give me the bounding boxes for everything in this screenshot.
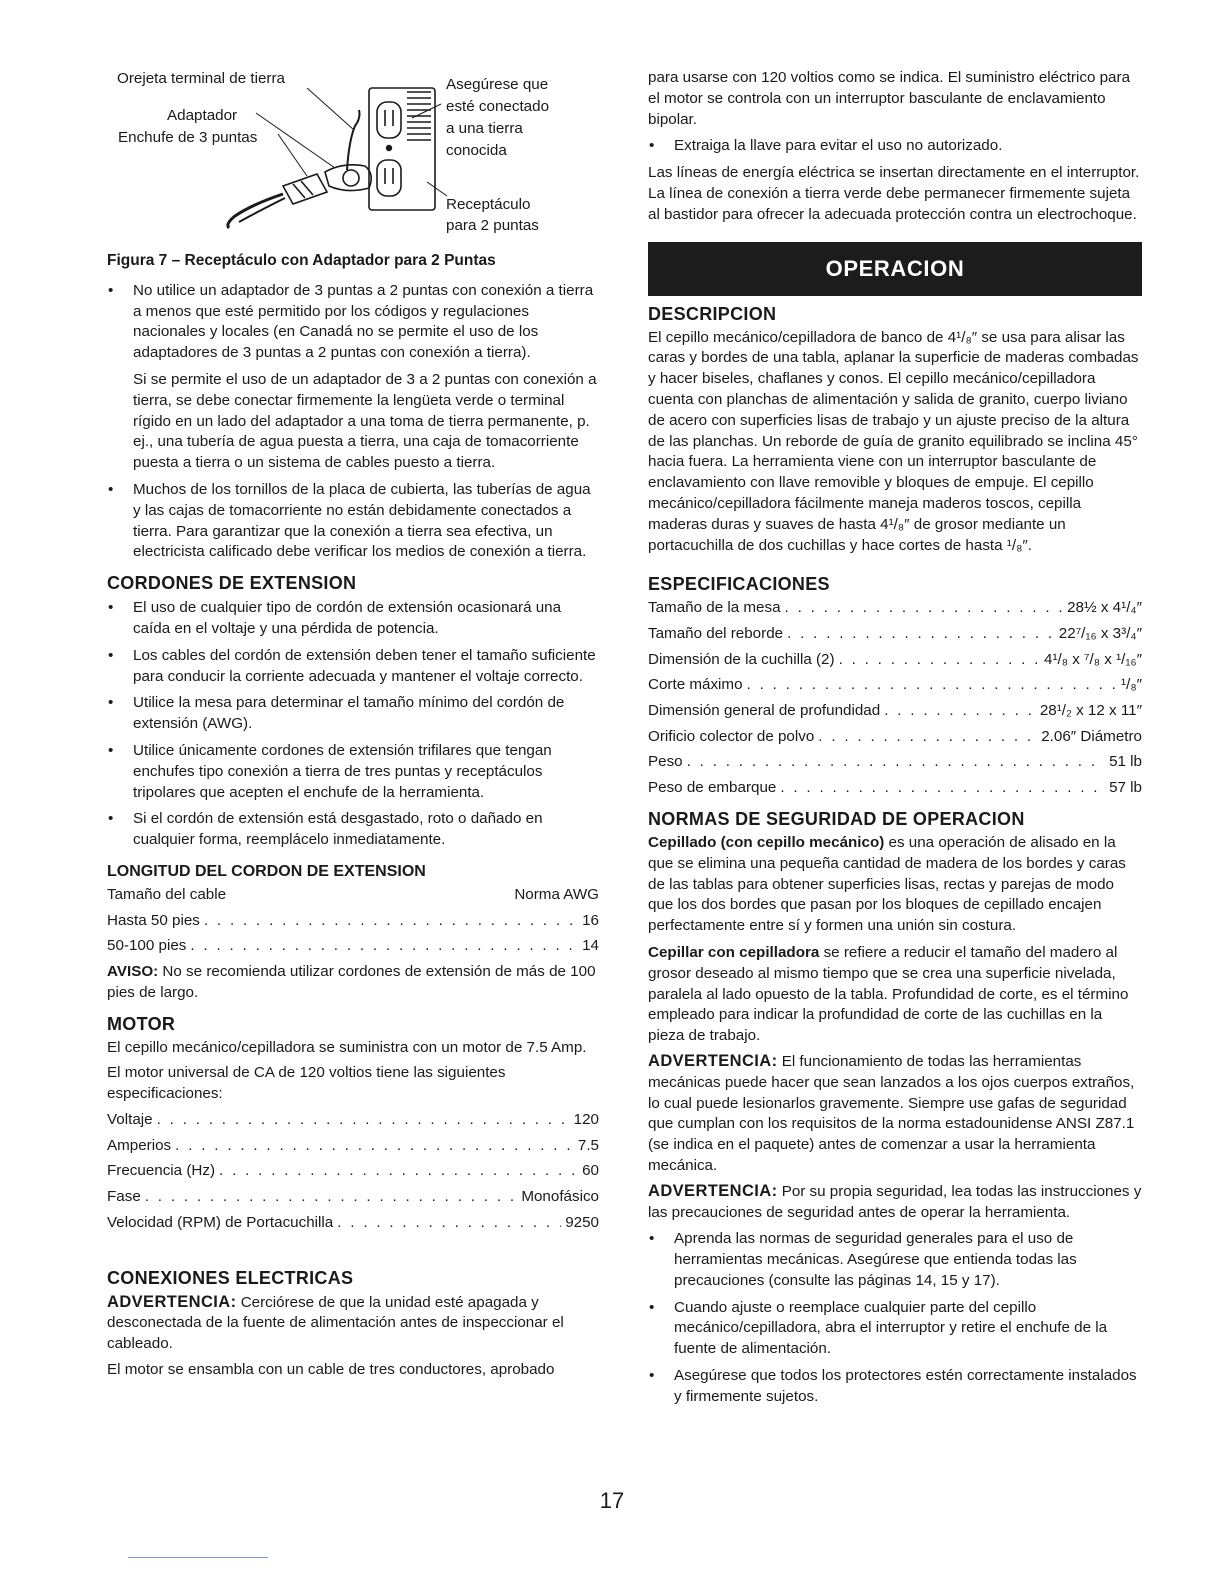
table-row (107, 1110, 599, 1131)
operation-safety-heading: NORMAS DE SEGURIDAD DE OPERACION (648, 808, 1025, 829)
row-label: Peso (648, 753, 683, 771)
row-value: 16 (582, 911, 599, 929)
warning-text: Por su propia seguridad, lea todas las instrucciones y las precauciones de seguridad antes de operar la herramienta. (648, 1182, 1142, 1221)
leader-dots (780, 778, 1105, 799)
warning-label: ADVERTENCIA: (648, 1051, 778, 1070)
table-row (107, 1187, 599, 1208)
table-row (648, 650, 1142, 671)
description-paragraph: El cepillo mecánico/cepilladora de banco de 4¹/₈″ se usa para alisar las caras y bordes de una tabla, aplanar la superficie de maderas combadas y hacer biseles, chaflanes y conos. El cepillo mecánico/cepilladora cuenta con planchas de alimentación y salida de granito, cuerpo liviano de acero con superficies lisas de trabajo y un ajuste preciso de la altura de las planchas. Un reborde de guía de granito equilibrado se inclina 45° hacia fuera. La herramienta viene con un interruptor basculante de enclavamiento con llave removible y bloques de empuje. El cepillo mecánico/cepilladora fácilmente maneja maderos toscos, cepilla maderas duras y suaves de hasta 4¹/₈″ de grosor mediante un portacuchilla de dos cuchillas y hace cortes de hasta ¹/₈″. (648, 328, 1139, 554)
warning-label: ADVERTENCIA: (107, 1292, 237, 1311)
warning-eyes (648, 1051, 1142, 1177)
row-label: 50-100 pies (107, 937, 187, 955)
row-value: 28¹/₂ x 12 x 11″ (1039, 702, 1142, 720)
table-row (107, 936, 599, 957)
leader-dots (219, 1161, 578, 1182)
cord-table-header (107, 885, 599, 906)
row-label: Tamaño de la mesa (648, 599, 781, 617)
callout-ensure-2: esté conectado (446, 98, 550, 115)
adapter-subparagraph: Si se permite el uso de un adaptador de 3 a 2 puntas con conexión a tierra, se debe conectar firmemente la lengüeta verde o terminal rígido en un lado del adaptador a una toma de tierra permanente, p. ej., una tubería de agua puesta a tierra, una caja de tomacorriente puesta a tierra o un sistema de cables puesto a tierra. (133, 370, 597, 472)
row-value: 7.5 (577, 1136, 599, 1154)
table-row (107, 911, 599, 932)
safety-bullets (648, 1229, 1142, 1407)
callout-adapter: Adaptador (167, 107, 238, 124)
notice-paragraph (107, 962, 599, 1004)
electrical-paragraph: El motor se ensambla con un cable de tres conductores, aprobado (107, 1360, 555, 1378)
warning-text: El funcionamiento de todas las herramientas mecánicas puede hacer que sean lanzados a los ojos cuerpos extraños, lo cual puede lesionarlos gravemente. Siempre use gafas de seguridad que cumplan con los requisitos de la norma estadounidense ANSI Z87.1 (se indica en el paquete) antes de comenzar a usar la herramienta mecánica. (648, 1052, 1135, 1174)
callout-plug: Enchufe de 3 puntas (118, 129, 258, 146)
page-number: 17 (599, 1488, 625, 1513)
leader-dots (337, 1213, 561, 1234)
table-row (648, 752, 1142, 773)
leader-dots (747, 675, 1118, 696)
extension-bullets (107, 598, 599, 851)
list-item: • Si el cordón de extensión está desgastado, roto o dañado en cualquier forma, reemplácelo inmediatamente. (107, 809, 599, 851)
power-lines-paragraph: Las líneas de energía eléctrica se insertan directamente en el interruptor. La línea de conexión a tierra verde debe permanecer firmemente sujeta al bastidor para ofrecer la adecuada protección contra un electrochoque. (648, 164, 1140, 223)
row-value: 120 (573, 1110, 599, 1128)
adapter-bullets-2 (107, 480, 599, 563)
planing-text: es una operación de alisado en la que se elimina una pequeña cantidad de madera de los bordes y caras de las tablas para obtener superficies lisas, rectas y parejas de modo que los dos bordes que pasan por los bloques de cepillado encajen perfectamente entre sí y formen una unión sin costura. (648, 833, 1126, 935)
row-value: 57 lb (1109, 779, 1142, 797)
list-item: • Asegúrese que todos los protectores estén correctamente instalados y firmemente sujetos. (648, 1366, 1142, 1408)
table-row (107, 1213, 599, 1234)
list-item: • No utilice un adaptador de 3 puntas a 2 puntas con conexión a tierra a menos que esté permitido por los códigos y regulaciones nacionales y locales (en Canadá no se permite el uso de los adaptadores de 3 puntas a 2 puntas con conexión a tierra). (107, 281, 599, 364)
row-label: Velocidad (RPM) de Portacuchilla (107, 1213, 334, 1231)
motor-paragraph-1: El cepillo mecánico/cepilladora se suministra con un motor de 7.5 Amp. (107, 1038, 587, 1056)
row-label: Dimensión general de profundidad (648, 702, 881, 720)
table-row (107, 1136, 599, 1157)
row-label: Amperios (107, 1136, 172, 1154)
callout-receptacle-2: para 2 puntas (446, 217, 539, 234)
table-row (648, 778, 1142, 799)
row-label: Orificio colector de polvo (648, 727, 815, 745)
leader-dots (884, 701, 1036, 722)
warning-text: Cerciórese de que la unidad esté apagada y desconectada de la fuente de alimentación antes de inspeccionar el cableado. (107, 1293, 564, 1353)
col-cable-size: Tamaño del cable (107, 885, 227, 903)
thicknessing-paragraph (648, 943, 1142, 1047)
warning-label: ADVERTENCIA: (648, 1181, 778, 1200)
table-row (648, 675, 1142, 696)
planing-lead: Cepillado (con cepillo mecánico) (648, 833, 885, 851)
figure-7 (107, 68, 599, 246)
table-row (648, 701, 1142, 722)
row-label: Tamaño del reborde (648, 625, 784, 643)
row-value: 2.06″ Diámetro (1041, 727, 1142, 745)
adapter-bullets (107, 281, 599, 364)
warning-read (648, 1181, 1142, 1224)
callout-ensure-4: conocida (446, 142, 507, 159)
table-row (648, 727, 1142, 748)
row-label: Dimensión de la cuchilla (2) (648, 650, 835, 668)
footer-link-line (128, 1557, 268, 1558)
leader-dots (818, 727, 1037, 748)
leader-dots (175, 1136, 574, 1157)
row-label: Voltaje (107, 1110, 153, 1128)
leader-dots (839, 650, 1040, 671)
notice-text: No se recomienda utilizar cordones de extensión de más de 100 pies de largo. (107, 962, 596, 1001)
thicknessing-text: se refiere a reducir el tamaño del madero al grosor deseado al mismo tiempo que se crea una superficie nivelada, paralela al lado opuesto de la tabla. Profundidad de corte, es el término empleado para indicar la profundidad de corte de las cuchillas en la pieza de trabajo. (648, 943, 1129, 1045)
figure-caption: Figura 7 – Receptáculo con Adaptador para 2 Puntas (107, 252, 496, 269)
list-item: • Muchos de los tornillos de la placa de cubierta, las tuberías de agua y las cajas de tomacorriente no están debidamente conectados a tierra. Para garantizar que la conexión a tierra sea efectiva, un electricista calificado debe verificar los medios de conexión a tierra. (107, 480, 599, 563)
motor-paragraph-2: El motor universal de CA de 120 voltios tiene las siguientes especificaciones: (107, 1064, 506, 1103)
callout-receptacle-1: Receptáculo (446, 196, 531, 213)
leader-dots (145, 1187, 518, 1208)
row-value: Monofásico (521, 1188, 599, 1206)
list-item: • Aprenda las normas de seguridad generales para el uso de herramientas mecánicas. Asegúrese que entienda todas las precauciones (consulte las páginas 14, 15 y 17). (648, 1229, 1142, 1291)
leader-dots (204, 911, 578, 932)
table-row (648, 598, 1142, 619)
cord-length-heading: LONGITUD DEL CORDON DE EXTENSION (107, 862, 426, 880)
notice-label: AVISO: (107, 962, 159, 980)
right-column (648, 0, 1142, 1414)
col-awg: Norma AWG (514, 885, 599, 903)
row-value: 22⁷/₁₆ x 3³/₄″ (1058, 625, 1142, 643)
description-heading: DESCRIPCION (648, 303, 777, 324)
specifications-table (648, 598, 1142, 799)
left-column (107, 0, 599, 1381)
planing-paragraph (648, 833, 1142, 937)
leader-dots (157, 1110, 570, 1131)
list-item: • Cuando ajuste o reemplace cualquier parte del cepillo mecánico/cepilladora, abra el interruptor y retire el enchufe de la fuente de alimentación. (648, 1298, 1142, 1360)
continued-paragraph: para usarse con 120 voltios como se indica. El suministro eléctrico para el motor se controla con un interruptor basculante de enclavamiento bipolar. (648, 69, 1131, 128)
row-label: Hasta 50 pies (107, 911, 200, 929)
callout-ensure-1: Asegúrese que (446, 76, 549, 93)
row-value: 60 (582, 1162, 599, 1180)
operation-banner: OPERACION (648, 242, 1142, 296)
table-row (107, 1161, 599, 1182)
row-label: Frecuencia (Hz) (107, 1162, 216, 1180)
row-value: 9250 (565, 1213, 599, 1231)
electrical-warning (107, 1292, 599, 1355)
leader-dots (787, 624, 1055, 645)
callout-ensure-3: a una tierra (446, 120, 523, 137)
key-bullets (648, 136, 1142, 157)
specifications-heading: ESPECIFICACIONES (648, 574, 830, 595)
electrical-connections-heading: CONEXIONES ELECTRICAS (107, 1267, 354, 1288)
list-item: • Utilice únicamente cordones de extensión trifilares que tengan enchufes tipo conexión a tierra de tres puntas y receptáculos tripolares que acepten el enchufe de la herramienta. (107, 741, 599, 803)
row-value: 14 (582, 937, 599, 955)
motor-heading: MOTOR (107, 1013, 176, 1034)
row-value: 28½ x 4¹/₄″ (1067, 599, 1142, 617)
extension-cords-heading: CORDONES DE EXTENSION (107, 573, 357, 594)
leader-dots (190, 936, 578, 957)
leader-dots (785, 598, 1064, 619)
table-row (648, 624, 1142, 645)
list-item: • Utilice la mesa para determinar el tamaño mínimo del cordón de extensión (AWG). (107, 693, 599, 735)
list-item: • Los cables del cordón de extensión deben tener el tamaño suficiente para conducir la corriente adecuada y mantener el voltaje correcto. (107, 646, 599, 688)
motor-spec-table (107, 1110, 599, 1234)
thicknessing-lead: Cepillar con cepilladora (648, 943, 820, 961)
callout-ground-lug: Orejeta terminal de tierra (117, 70, 285, 87)
row-value: 4¹/₈ x ⁷/₈ x ¹/₁₆″ (1044, 650, 1142, 668)
row-label: Corte máximo (648, 676, 743, 694)
row-label: Fase (107, 1188, 141, 1206)
list-item: • Extraiga la llave para evitar el uso no autorizado. (648, 136, 1142, 157)
row-value: ¹/₈″ (1121, 676, 1142, 694)
row-value: 51 lb (1109, 753, 1142, 771)
list-item: • El uso de cualquier tipo de cordón de extensión ocasionará una caída en el voltaje y una pérdida de potencia. (107, 598, 599, 640)
row-label: Peso de embarque (648, 779, 777, 797)
leader-dots (687, 752, 1105, 773)
